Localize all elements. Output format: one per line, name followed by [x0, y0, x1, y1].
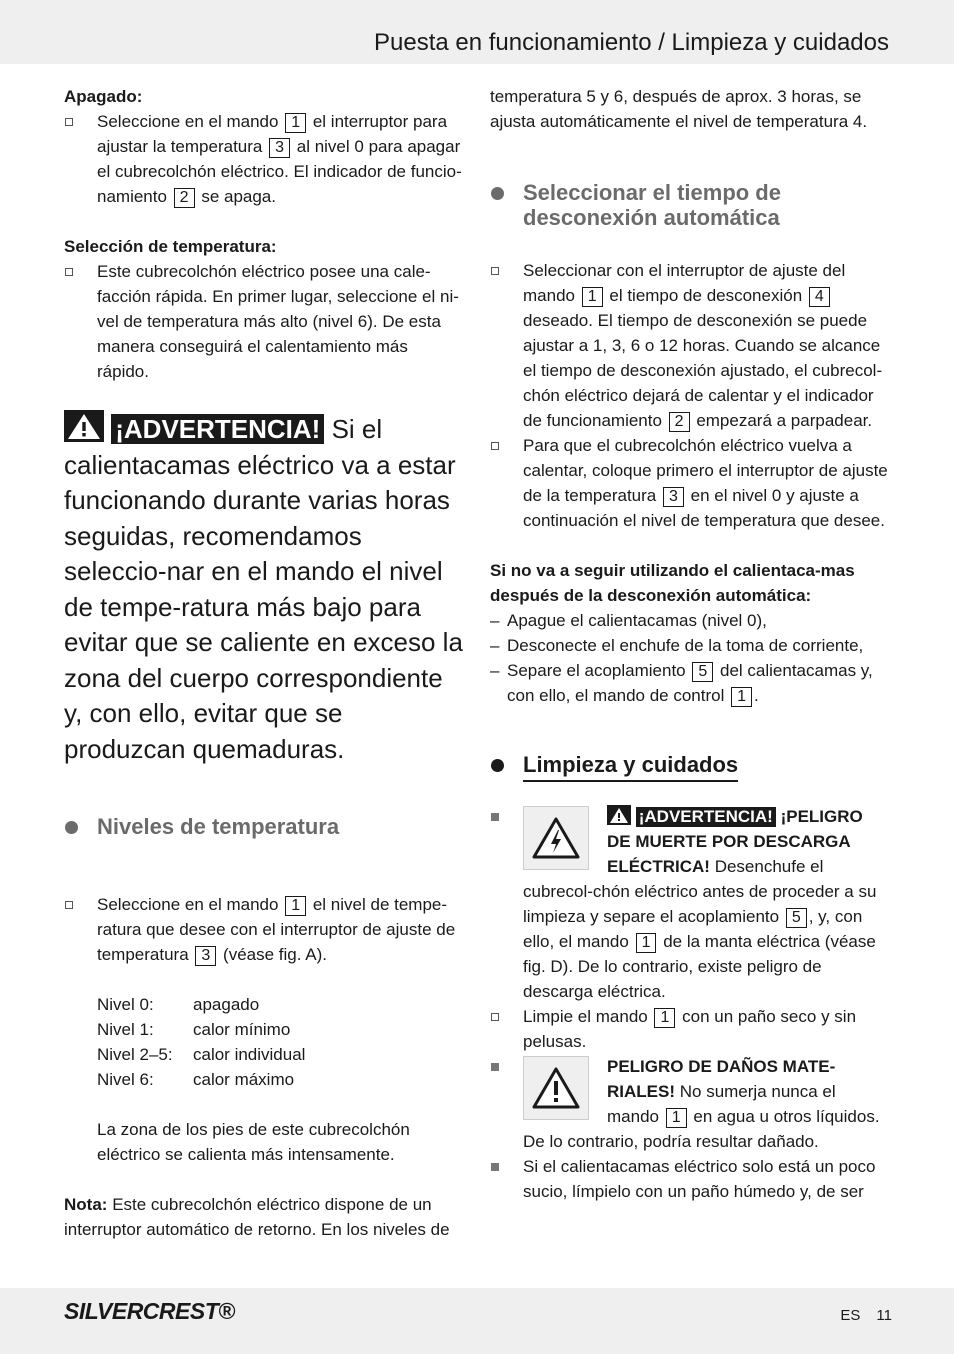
continued-text: temperatura 5 y 6, después de aprox. 3 horas, se ajusta automáticamente el nivel de temperatura 4. — [490, 87, 868, 131]
niveles-item: Seleccione en el mando 1 el nivel de tempe-ratura que desee con el interruptor de ajuste de temperatura 3 (véase fig. A). — [64, 892, 464, 967]
list-item: Nivel 0: apagado — [97, 995, 260, 1014]
desconexion-item-1: Seleccionar con el interruptor de ajuste del mando 1 el tiempo de desconexión 4 deseado. El tiempo de desconexión se puede ajustar a 1, 3, 6 o 12 horas. Cuando se alcance el tiempo de desconexión ajustado, el cubrecol-chón eléctrico dejará de calentar y el indicador de funcionamiento 2 empezará a parpadear. — [490, 258, 890, 433]
ref-number: 5 — [692, 662, 713, 682]
ref-number: 1 — [731, 687, 752, 707]
square-bullet-icon — [491, 813, 499, 821]
warning-label: ¡ADVERTENCIA! — [111, 414, 324, 444]
limpieza-item-1: ¡ADVERTENCIA! ¡PELIGRO DE MUERTE POR DESCARGA ELÉCTRICA! Desenchufe el cubrecol-chón eléctrico antes de proceder a su limpieza y separe el acoplamiento 5 , y, con ello, el mando 1 de la manta eléctrica (véase fig. D). De lo contrario, existe peligro de descarga eléctrica. — [490, 804, 890, 1004]
warning-triangle-icon — [64, 410, 104, 442]
nota-label: Nota: — [64, 1195, 108, 1214]
checkbox-bullet-icon — [491, 267, 499, 275]
ref-number: 1 — [285, 113, 306, 133]
sino-title: Si no va a seguir utilizando el calientaca-mas después de la desconexión automática: — [490, 561, 855, 605]
ref-number: 3 — [195, 946, 216, 966]
electric-hazard-icon — [523, 806, 589, 870]
list-item: – Separe el acoplamiento 5 del calientacamas y, con ello, el mando de control 1 . — [490, 661, 873, 705]
ref-number: 1 — [654, 1008, 675, 1028]
checkbox-bullet-icon — [65, 118, 73, 126]
section-bullet-icon — [491, 759, 504, 772]
checkbox-bullet-icon — [65, 901, 73, 909]
checkbox-bullet-icon — [491, 1013, 499, 1021]
page-title: Puesta en funcionamiento / Limpieza y cuidados — [374, 29, 889, 56]
warning-block — [64, 410, 464, 767]
page-number: ES 11 — [840, 1307, 892, 1324]
apagado-title: Apagado: — [64, 87, 143, 106]
list-item: – Apague el calientacamas (nivel 0), — [490, 611, 767, 630]
seleccion-title: Selección de temperatura: — [64, 237, 277, 256]
ref-number: 1 — [582, 287, 603, 307]
warning-label: ¡ADVERTENCIA! — [636, 807, 776, 827]
ref-number: 1 — [636, 933, 657, 953]
square-bullet-icon — [491, 1163, 499, 1171]
right-column — [490, 84, 890, 1204]
ref-number: 3 — [663, 487, 684, 507]
ref-number: 2 — [174, 188, 195, 208]
desconexion-heading: Seleccionar el tiempo de desconexión automática — [490, 180, 890, 230]
list-item: – Desconecte el enchufe de la toma de corriente, — [490, 636, 864, 655]
ref-number: 3 — [269, 138, 290, 158]
apagado-item: Seleccione en el mando 1 el interruptor para ajustar la temperatura 3 al nivel 0 para apagar el cubrecolchón eléctrico. El indicador de funcio-namiento 2 se apaga. — [64, 109, 464, 209]
limpieza-item-3: PELIGRO DE DAÑOS MATE-RIALES! No sumerja nunca el mando 1 en agua u otros líquidos. De lo contrario, podría resultar dañado. — [490, 1054, 890, 1154]
limpieza-item-4: Si el calientacamas eléctrico solo está un poco sucio, límpielo con un paño húmedo y, de ser — [490, 1154, 890, 1204]
ref-number: 1 — [285, 896, 306, 916]
warning-text: Si el calientacamas eléctrico va a estar funcionando durante varias horas seguidas, recomendamos seleccio-nar en el mando el nivel de tempe-ratura más bajo para evitar que se caliente en exceso la zona del cuerpo correspondiente y, con ello, evitar que se produzcan quemaduras. — [64, 414, 463, 764]
ref-number: 4 — [809, 287, 830, 307]
desconexion-item-2: Para que el cubrecolchón eléctrico vuelva a calentar, coloque primero el interruptor de ajuste de la temperatura 3 en el nivel 0 y ajuste a continuación el nivel de temperatura que desee. — [490, 433, 890, 533]
list-item: Nivel 6: calor máximo — [97, 1070, 295, 1089]
levels-list — [64, 992, 464, 1092]
nota-paragraph: Nota: Este cubrecolchón eléctrico dispone de un interruptor automático de retorno. En los niveles de — [64, 1195, 450, 1239]
ref-number: 1 — [666, 1108, 687, 1128]
limpieza-heading: Limpieza y cuidados — [490, 751, 738, 782]
warning-hazard-icon — [523, 1056, 589, 1120]
checkbox-bullet-icon — [491, 442, 499, 450]
ref-number: 2 — [669, 412, 690, 432]
left-column — [64, 84, 464, 1242]
warning-triangle-icon — [607, 805, 631, 825]
list-item: Nivel 1: calor mínimo — [97, 1020, 291, 1039]
list-item: Nivel 2–5: calor individual — [97, 1045, 306, 1064]
brand-logo: SILVERCREST® — [64, 1298, 235, 1324]
niveles-heading: Niveles de temperatura — [64, 814, 464, 839]
section-bullet-icon — [65, 821, 78, 834]
ref-number: 5 — [786, 908, 807, 928]
section-bullet-icon — [491, 187, 504, 200]
square-bullet-icon — [491, 1063, 499, 1071]
seleccion-item: Este cubrecolchón eléctrico posee una cale-facción rápida. En primer lugar, seleccione el ni-vel de temperatura más alto (nivel 6). De esta manera conseguirá el calentamiento más rápido. — [64, 259, 464, 384]
checkbox-bullet-icon — [65, 268, 73, 276]
limpieza-item-2: Limpie el mando 1 con un paño seco y sin pelusas. — [490, 1004, 890, 1054]
pies-text: La zona de los pies de este cubrecolchón eléctrico se calienta más intensamente. — [97, 1120, 410, 1164]
